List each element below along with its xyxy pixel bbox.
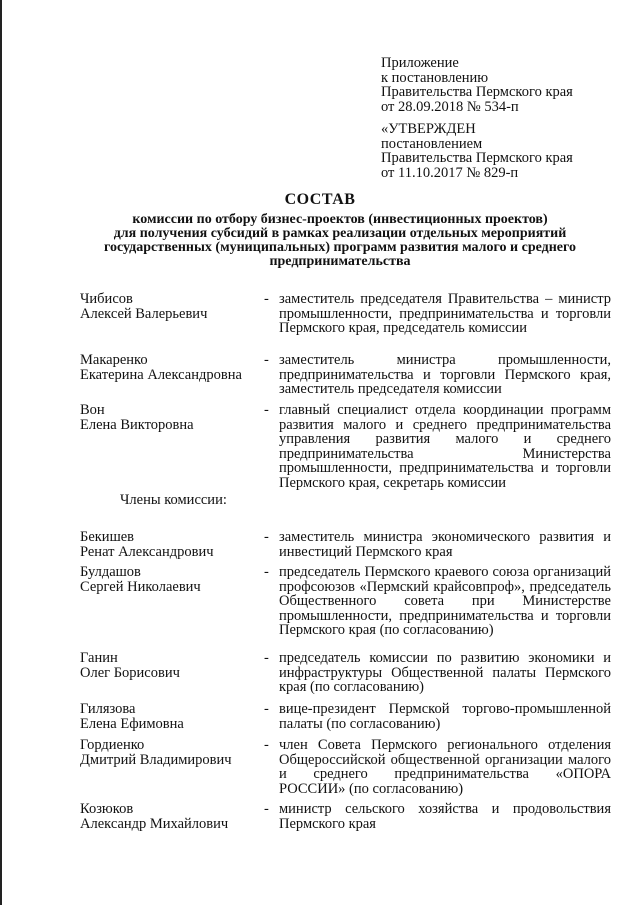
member-given-name: Дмитрий Владимирович (80, 751, 232, 768)
member-dash: - (264, 402, 269, 418)
member-role: заместитель министра экономического развития и инвестиций Пермского края (279, 529, 611, 560)
approval-block (381, 122, 621, 180)
member-role: член Совета Пермского регионального отделения Общероссийской общественной организации малого и среднего предпринимательства «ОПОРА РОССИИ» (по согласованию) (279, 737, 611, 797)
member-dash: - (264, 801, 269, 817)
member-surname: Гилязова (80, 701, 136, 717)
appendix-block (381, 56, 621, 114)
member-surname: Макаренко (80, 352, 148, 368)
subtitle-line: комиссии по отбору бизнес-проектов (инвестиционных проектов) (132, 212, 548, 227)
member-dash: - (264, 291, 269, 307)
member-role: министр сельского хозяйства и продовольствия Пермского края (279, 801, 611, 832)
member-name (80, 565, 260, 594)
member-name (80, 530, 260, 559)
member-dash: - (264, 650, 269, 666)
member-surname: Гордиенко (80, 737, 145, 753)
member-surname: Ганин (80, 650, 118, 666)
appendix-line: к постановлению (381, 69, 489, 86)
member-given-name: Ренат Александрович (80, 543, 214, 560)
member-name (80, 738, 260, 767)
appendix-line: Приложение (381, 55, 459, 71)
member-surname: Козюков (80, 801, 134, 817)
member-surname: Булдашов (80, 564, 141, 580)
member-given-name: Елена Викторовна (80, 416, 194, 433)
subtitle-line: государственных (муниципальных) программ развития малого и среднего (103, 240, 577, 255)
member-name (80, 353, 260, 382)
member-name (80, 403, 260, 432)
member-given-name: Сергей Николаевич (80, 578, 201, 595)
member-role: председатель Пермского краевого союза организаций профсоюзов «Пермский крайсовпроф», председатель Общественного совета при Министерстве промышленности, предпринимательства и торговли Пермского края (по согласованию) (279, 564, 611, 638)
approval-line: «УТВЕРЖДЕН (381, 121, 476, 137)
member-surname: Чибисов (80, 291, 133, 307)
member-role: заместитель министра промышленности, предпринимательства и торговли Пермского края, заместитель председателя комиссии (279, 352, 611, 397)
approval-line: от 11.10.2017 № 829-п (381, 164, 519, 181)
appendix-line: от 28.09.2018 № 534-п (381, 98, 519, 115)
member-name (80, 802, 260, 831)
member-given-name: Олег Борисович (80, 664, 180, 681)
member-surname: Вон (80, 402, 105, 418)
member-given-name: Елена Ефимовна (80, 715, 184, 732)
members-section-label: Члены комиссии: (120, 492, 227, 508)
member-name (80, 651, 260, 680)
member-name (80, 292, 260, 321)
member-dash: - (264, 564, 269, 580)
approval-line: постановлением (381, 135, 483, 152)
document-title: СОСТАВ (284, 191, 356, 208)
member-role: заместитель председателя Правительства – министр промышленности, предпринимательства и торговли Пермского края, председатель комиссии (279, 291, 611, 336)
member-dash: - (264, 352, 269, 368)
member-surname: Бекишев (80, 529, 135, 545)
member-dash: - (264, 737, 269, 753)
member-name (80, 702, 260, 731)
member-given-name: Александр Михайлович (80, 815, 229, 832)
member-role: вице-президент Пермской торгово-промышленной палаты (по согласованию) (279, 701, 611, 732)
member-dash: - (264, 701, 269, 717)
document-subtitle (80, 213, 600, 269)
member-dash: - (264, 529, 269, 545)
member-given-name: Алексей Валерьевич (80, 305, 208, 322)
page-left-edge (0, 0, 2, 905)
subtitle-line: для получения субсидий в рамках реализации отдельных мероприятий (113, 226, 567, 241)
approval-line: Правительства Пермского края (381, 150, 573, 166)
member-given-name: Екатерина Александровна (80, 366, 242, 383)
member-role: главный специалист отдела координации программ развития малого и среднего предпринимательства управления развития малого и среднего предпринимательства Министерства промышленности, предпринимательства и торговли Пермского края, секретарь комиссии (279, 402, 611, 491)
member-role: председатель комиссии по развитию экономики и инфраструктуры Общественной палаты Пермского края (по согласованию) (279, 650, 611, 695)
appendix-line: Правительства Пермского края (381, 84, 573, 100)
subtitle-line: предпринимательства (269, 254, 411, 269)
